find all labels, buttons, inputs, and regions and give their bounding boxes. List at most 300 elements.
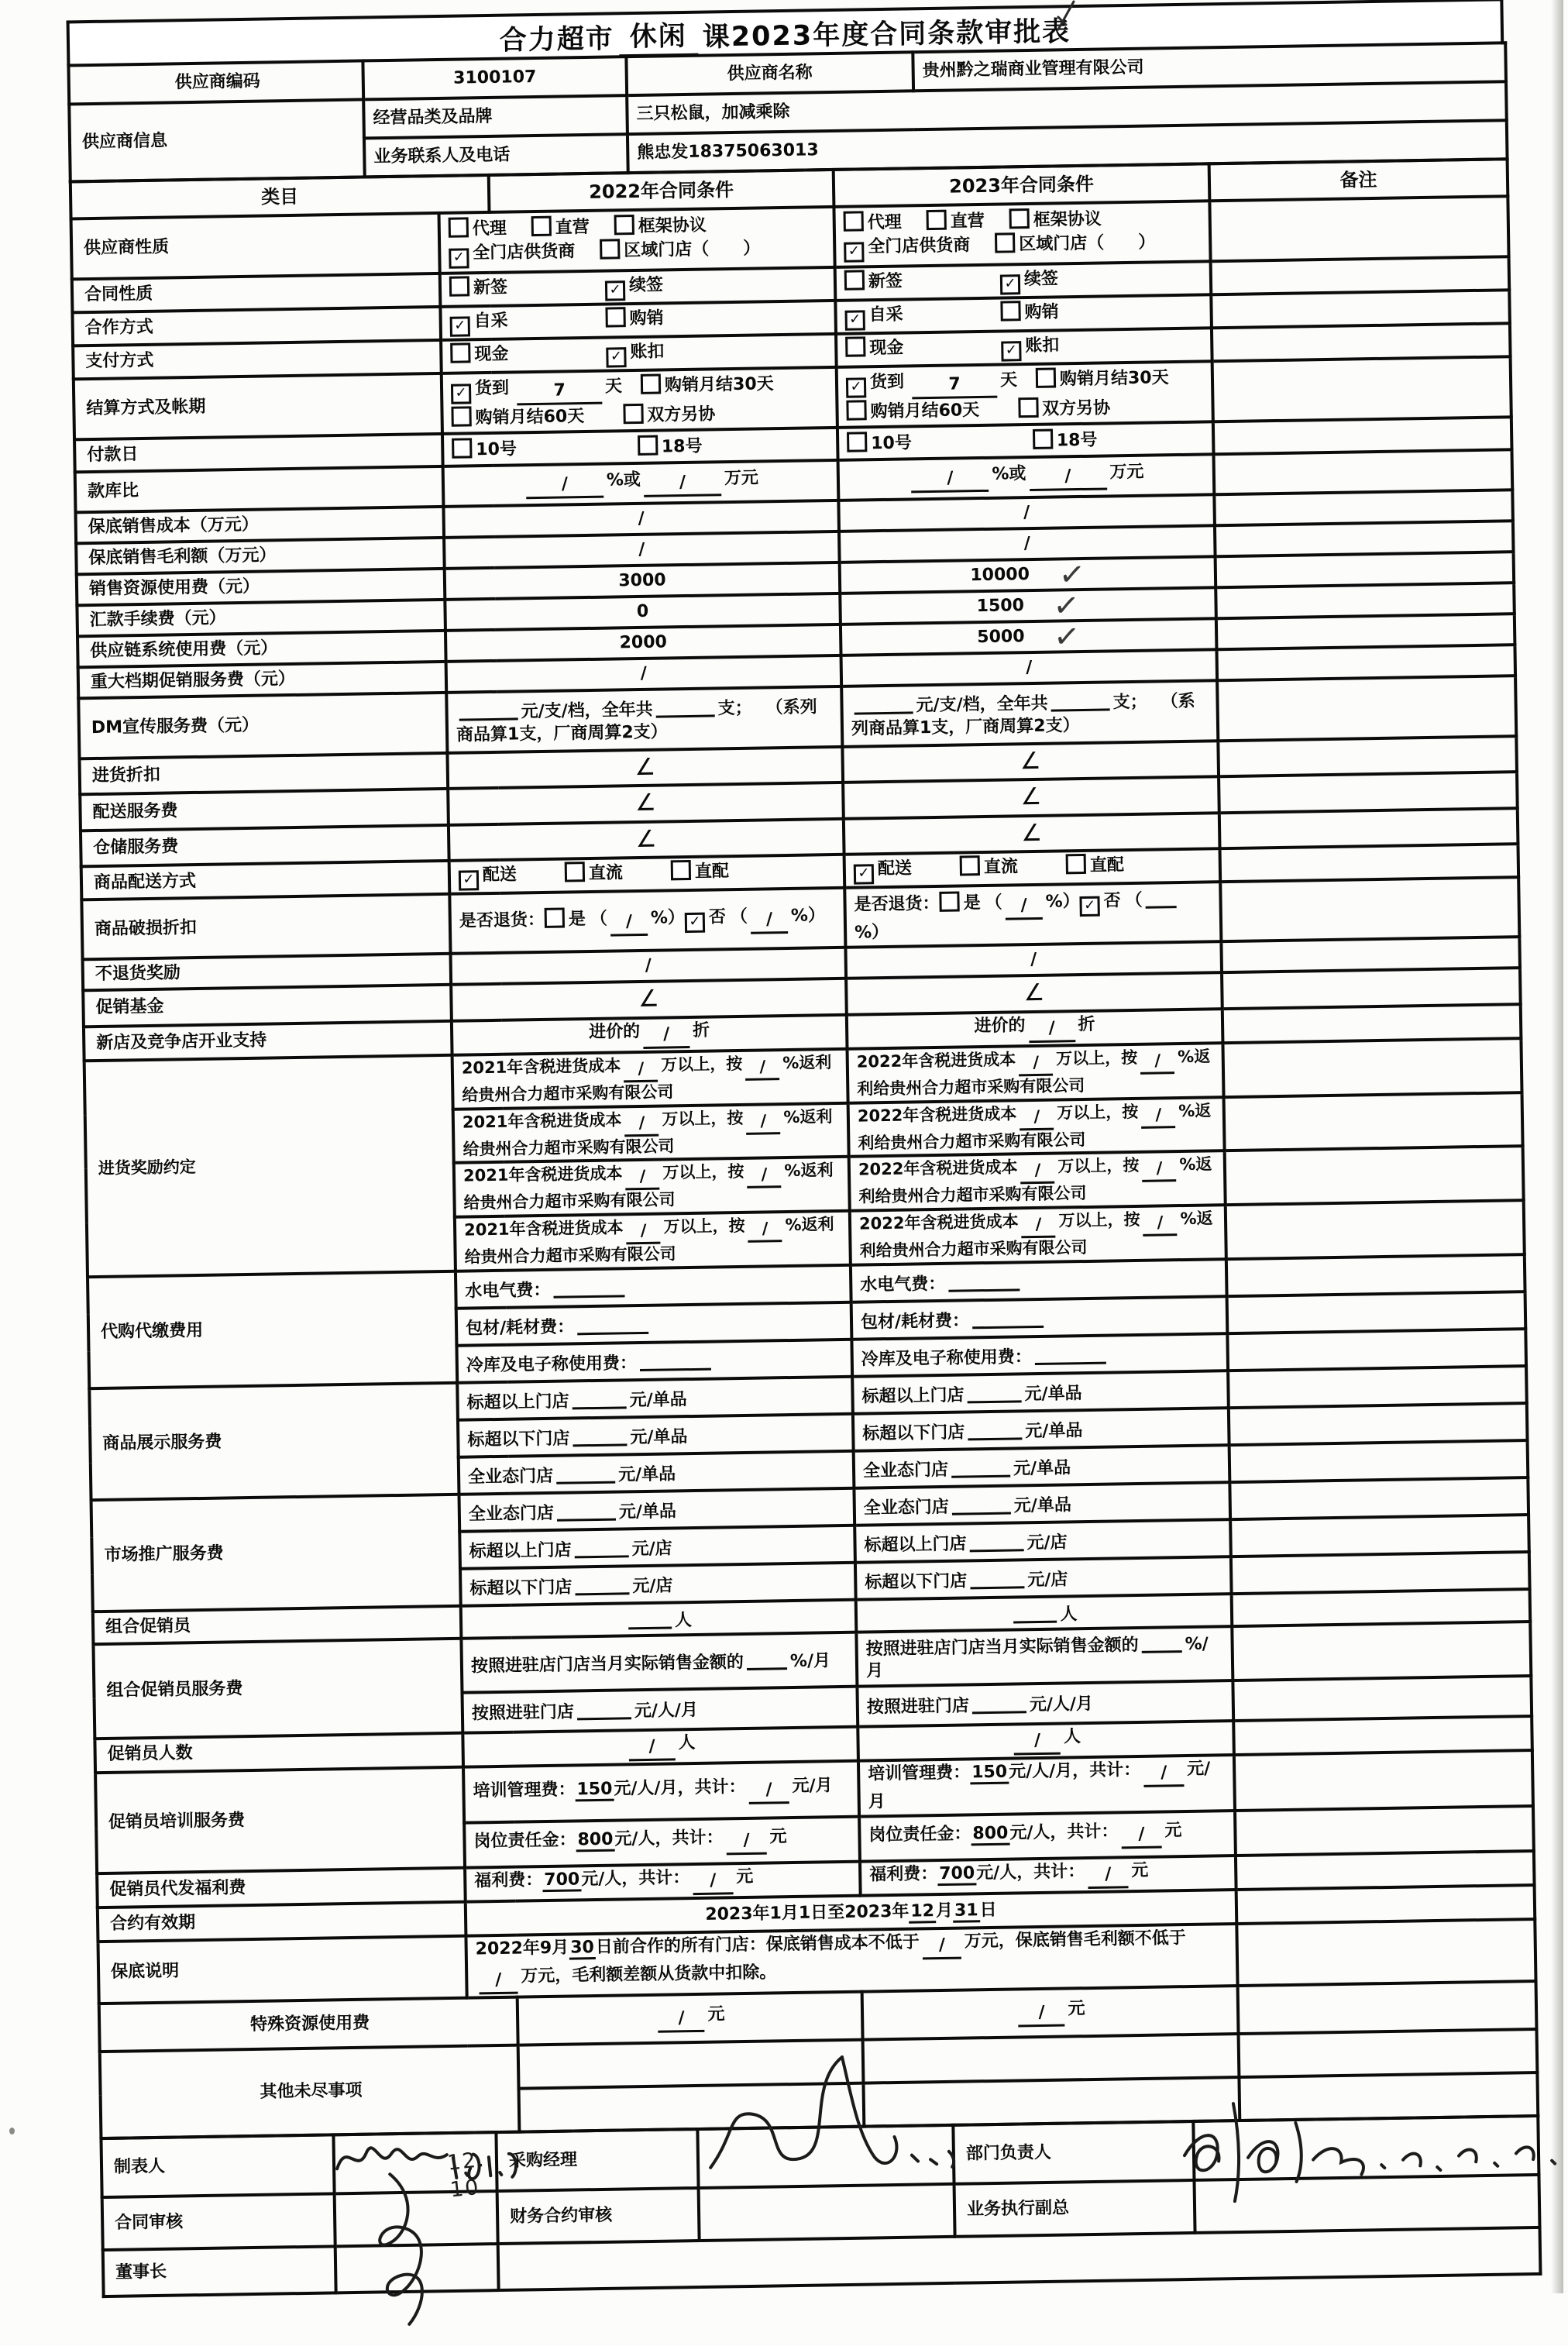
row-new-store-support-2023-cell	[847, 1009, 1223, 1049]
checkbox-icon	[641, 372, 774, 397]
checkbox-label: 配送	[877, 858, 913, 879]
row-supplier-nature-2022-cell	[438, 207, 834, 273]
text: 2000	[619, 632, 668, 653]
underlined-value: 30	[569, 1938, 596, 1960]
spacer	[752, 710, 766, 714]
handwritten-mark: ∠	[638, 985, 660, 1013]
text: 支；	[1112, 693, 1147, 713]
checkbox-label: 区域门店（ ）	[1019, 232, 1156, 254]
row-supplier-nature-2023-cell	[834, 201, 1210, 267]
checkbox-label: 购销月结30天	[1059, 368, 1169, 390]
row-delivery-mode-label: 商品配送方式	[81, 861, 450, 900]
checkbox-box-icon	[641, 373, 661, 394]
maker-sign-date: 12.10	[445, 2147, 487, 2202]
checkbox-icon	[1018, 396, 1110, 421]
row-loan-stock-ratio-remark-cell	[1214, 449, 1513, 494]
checkbox-icon	[614, 214, 707, 239]
checkbox-label: 新签	[868, 271, 903, 292]
row-purchase-reward-terms-remark-cell	[1226, 1200, 1525, 1259]
checkbox-box-icon	[449, 276, 469, 296]
text: 标超以上门店	[864, 1534, 967, 1556]
text: 元	[1131, 1860, 1149, 1880]
row-combo-promoter-service-fee-2022-cell	[462, 1686, 858, 1732]
blank-field	[1035, 1341, 1106, 1364]
blank-field	[575, 1572, 629, 1595]
checkbox-checked-icon	[846, 371, 905, 397]
row-purchase-reward-terms-2023-cell	[850, 1206, 1226, 1265]
row-purchase-reward-terms-2023-cell	[848, 1097, 1225, 1157]
text: 元/月	[792, 1775, 833, 1796]
spacer	[908, 315, 1001, 320]
spacer	[975, 246, 995, 249]
checkbox-box-icon	[614, 215, 634, 235]
check-mark-icon: ✓	[854, 864, 874, 884]
text: %）	[1045, 892, 1080, 912]
row-purchase-reward-terms-remark-cell	[1225, 1147, 1524, 1206]
spacer	[521, 876, 565, 880]
spacer	[628, 875, 671, 879]
text: %或	[992, 464, 1026, 484]
text: /	[640, 663, 648, 683]
text: （系列商品算1支，厂商周算2支）	[851, 692, 1195, 739]
text: 5000	[977, 627, 1025, 648]
blank-field	[968, 1417, 1022, 1440]
row-min-gross-profit-label: 保底销售毛利额（万元）	[76, 538, 445, 574]
row-market-promo-fee-2022-cell	[460, 1563, 856, 1606]
row-combo-promoter-service-fee-2023-cell	[857, 1680, 1233, 1727]
text: 万以上，按	[663, 1216, 745, 1237]
spacer	[622, 388, 641, 391]
blank-field	[967, 1380, 1021, 1403]
checkbox-label: 直配	[1089, 855, 1125, 876]
spacer	[589, 418, 623, 421]
underlined-value: 700	[937, 1863, 976, 1886]
row-min-sales-cost-label: 保底销售成本（万元）	[76, 507, 445, 543]
checkbox-icon	[845, 336, 903, 360]
checkbox-icon	[623, 402, 715, 427]
checkbox-icon	[449, 217, 507, 241]
row-damage-discount-label: 商品破损折扣	[81, 894, 450, 960]
row-promoter-welfare-fee-2023-cell	[860, 1856, 1236, 1896]
text: （	[730, 906, 748, 927]
checkbox-box-icon	[844, 270, 865, 290]
supplier-category-label: 经营品类及品牌	[363, 95, 628, 138]
row-display-service-fee-remark-cell	[1229, 1403, 1528, 1445]
text: 人	[1060, 1604, 1078, 1625]
text: 岗位责任金：	[868, 1824, 971, 1845]
blank-field	[952, 1491, 1011, 1515]
row-guarantee-note-remark-cell	[1236, 1919, 1535, 1986]
blank-field	[459, 698, 518, 721]
text: 标超以下门店	[469, 1577, 573, 1599]
checkbox-label: 货到	[474, 378, 510, 399]
spacer	[907, 282, 1000, 287]
checkbox-box-icon	[450, 342, 470, 363]
text: 元/单品	[1013, 1495, 1072, 1516]
text: 按照进驻门店	[866, 1696, 970, 1718]
text: 万以上，按	[661, 1054, 743, 1075]
text: 培训管理费：	[473, 1780, 576, 1801]
text: /	[1023, 533, 1030, 554]
text: %返利给贵州合力超市采购有限公司	[464, 1215, 834, 1267]
row-purchase-reward-terms-2022-cell	[454, 1157, 850, 1217]
checkbox-box-icon	[623, 404, 643, 424]
checkbox-label: 直营	[950, 212, 985, 232]
text: （	[1125, 890, 1143, 911]
spacer	[916, 870, 960, 874]
checkbox-box-icon	[449, 218, 469, 238]
row-delivery-service-fee-label: 配送服务费	[80, 789, 449, 831]
text: 元/人/月，共计：	[614, 1777, 746, 1799]
blank-field: /	[693, 1872, 733, 1895]
text: 日	[979, 1900, 997, 1920]
blank-field	[972, 1305, 1044, 1329]
row-agency-paid-fees-2023-cell	[851, 1296, 1228, 1340]
blank-field	[854, 692, 913, 715]
text: 标超以下门店	[862, 1422, 965, 1444]
text: 万以上，按	[1058, 1210, 1140, 1230]
dept-head-signature-cell	[1193, 2116, 1539, 2180]
text: 2022年含税进货成本	[857, 1103, 1017, 1126]
checkbox-checked-icon	[685, 906, 727, 933]
chairman-label: 董事长	[103, 2246, 336, 2296]
checkbox-label: 续签	[628, 275, 664, 296]
row-special-resource-fee-2022-cell	[518, 1991, 863, 2045]
checkbox-icon	[847, 431, 912, 455]
text: 支；	[717, 699, 752, 719]
check-mark-icon: ✓	[685, 912, 705, 932]
text: 冷库及电子称使用费：	[466, 1353, 638, 1376]
blank-field: 7	[912, 376, 997, 400]
text: 元	[769, 1826, 787, 1847]
checkbox-label: 是	[963, 893, 981, 913]
spacer	[521, 449, 638, 454]
checkbox-icon	[565, 862, 623, 886]
row-payment-day-label: 付款日	[74, 434, 443, 472]
text: /	[1023, 502, 1030, 523]
text: 元/人/月，共计：	[1008, 1760, 1141, 1782]
checkbox-label: 直配	[694, 862, 730, 882]
text: 0	[636, 601, 649, 621]
checkbox-label: 18号	[661, 436, 703, 457]
checkbox-checked-icon	[459, 865, 518, 891]
checkbox-icon	[1036, 366, 1169, 391]
row-supplier-nature-label: 供应商性质	[71, 213, 440, 279]
row-remittance-fee-remark-cell	[1216, 583, 1515, 618]
handwritten-mark: ∠	[634, 789, 657, 817]
text: 是否退货：	[459, 910, 545, 931]
checkbox-label: 代理	[472, 219, 507, 239]
row-promoter-training-fee-2022-cell	[463, 1760, 859, 1822]
row-other-matters-label: 其他未尽事项	[100, 2045, 520, 2138]
checkbox-checked-icon	[1000, 268, 1059, 294]
maker-label: 制表人	[101, 2134, 334, 2197]
blank-field: /	[1140, 1051, 1174, 1075]
contract-review-label: 合同审核	[102, 2193, 335, 2250]
blank-field	[640, 1347, 711, 1371]
row-purchase-reward-terms-2022-cell	[452, 1049, 848, 1109]
row-supplier-nature-remark-cell	[1209, 196, 1508, 261]
finance-review-label: 财务合约审核	[497, 2188, 700, 2244]
row-purchase-reward-terms-2022-cell	[455, 1211, 851, 1271]
handwritten-check-icon: ✓	[1051, 586, 1081, 625]
blank-field	[948, 1268, 1020, 1292]
vp-label: 业务执行副总	[954, 2180, 1195, 2237]
checkbox-box-icon	[845, 336, 865, 356]
blank-field: /	[1021, 1216, 1055, 1239]
row-promoter-training-fee-2022-cell	[464, 1816, 860, 1867]
checkbox-icon	[449, 276, 507, 300]
row-other-matters-remark-cell	[1239, 2029, 1538, 2077]
text: 水电气费：	[465, 1280, 551, 1302]
row-agency-paid-fees-remark-cell	[1227, 1329, 1526, 1371]
blank-field	[577, 1697, 631, 1720]
scanned-form-sheet	[67, 0, 1545, 2298]
checkbox-box-icon	[844, 212, 864, 232]
spacer	[908, 349, 1001, 353]
row-delivery-mode-2023-cell	[844, 848, 1221, 888]
checkbox-label: 购销月结60天	[475, 406, 585, 428]
row-other-matters-2022-cell	[519, 2083, 865, 2131]
checkbox-icon	[451, 404, 584, 430]
checkbox-icon	[600, 236, 760, 262]
row-promoter-training-fee-remark-cell	[1234, 1750, 1533, 1811]
spacer	[513, 355, 606, 359]
checkbox-icon	[1033, 428, 1098, 452]
blank-field: /	[751, 911, 788, 934]
blank-field: /	[526, 476, 603, 500]
text: 1500	[976, 596, 1025, 617]
checkbox-label: 10号	[476, 439, 518, 460]
text: 标超以上门店	[466, 1391, 569, 1413]
checkbox-icon	[638, 435, 703, 459]
text: %）	[854, 923, 889, 943]
checkbox-box-icon	[671, 860, 691, 880]
row-agency-paid-fees-2022-cell	[456, 1302, 852, 1346]
header-2022-terms: 2022年合同条件	[489, 170, 834, 212]
title-department-underlined: 休闲	[618, 15, 698, 58]
text: 天	[604, 377, 623, 397]
row-agency-paid-fees-label: 代购代缴费用	[88, 1271, 457, 1388]
row-purchase-reward-terms-label: 进货奖励约定	[84, 1055, 456, 1278]
text: 万以上，按	[1055, 1047, 1138, 1068]
checkbox-box-icon	[545, 907, 565, 927]
text: %/月	[865, 1634, 1209, 1681]
supplier-code-value: 3100107	[363, 57, 627, 99]
checkbox-label: 直营	[555, 218, 590, 239]
text: %返利给贵州合力超市采购有限公司	[859, 1209, 1213, 1261]
row-settlement-terms-2023-cell	[837, 361, 1213, 428]
row-delivery-service-fee-2022-cell	[448, 783, 844, 824]
blank-field: /	[624, 1113, 658, 1137]
checkbox-box-icon	[1018, 397, 1038, 418]
row-promo-fund-label: 促销基金	[83, 985, 452, 1027]
checkbox-icon	[939, 891, 980, 915]
vp-signature-cell	[1194, 2175, 1539, 2233]
text: 2022年含税进货成本	[858, 1212, 1019, 1233]
blank-field	[747, 1647, 787, 1670]
checkbox-label: 10号	[871, 433, 913, 454]
text: 元/店	[631, 1539, 672, 1559]
text: 元/支/档，全年共	[521, 700, 653, 722]
text: 元/人，共计：	[614, 1828, 724, 1849]
checkbox-label: 是	[568, 909, 586, 930]
spacer	[512, 288, 605, 293]
supplier-name-value: 贵州黔之瑞商业管理有限公司	[913, 43, 1506, 91]
row-combo-promoter-service-fee-remark-cell	[1233, 1676, 1532, 1721]
blank-field	[1145, 886, 1176, 909]
row-agency-paid-fees-remark-cell	[1226, 1254, 1525, 1296]
checkbox-box-icon	[1009, 208, 1030, 229]
underlined-value: 150	[970, 1762, 1009, 1784]
row-market-promo-fee-remark-cell	[1230, 1515, 1529, 1557]
text: %返利给贵州合力超市采购有限公司	[858, 1154, 1212, 1207]
row-market-promo-fee-remark-cell	[1231, 1552, 1530, 1594]
page-edge-shadow	[1551, 0, 1563, 2293]
checkbox-label: 购销月结30天	[664, 374, 774, 396]
check-mark-icon: ✓	[605, 280, 625, 301]
row-contract-nature-remark-cell	[1211, 256, 1510, 294]
finance-review-signature-cell	[699, 2184, 955, 2241]
text: 元/人/月	[634, 1700, 699, 1722]
text: /	[1026, 657, 1033, 678]
text: 标超以下门店	[865, 1571, 968, 1593]
text: 万元，保底销售毛利额不低于	[964, 1928, 1186, 1952]
row-display-service-fee-remark-cell	[1229, 1440, 1528, 1482]
checkbox-icon	[995, 230, 1155, 256]
text: %返利给贵州合力超市采购有限公司	[858, 1101, 1212, 1153]
row-purchase-discount-remark-cell	[1218, 736, 1517, 776]
checkbox-label: 购销	[1024, 302, 1059, 323]
checkbox-checked-icon	[1001, 335, 1060, 361]
checkbox-box-icon	[960, 855, 980, 875]
row-payment-mode-remark-cell	[1212, 323, 1511, 361]
blank-field: /	[747, 1166, 781, 1189]
check-mark-icon: ✓	[1000, 274, 1020, 294]
check-mark-icon: ✓	[451, 384, 471, 404]
row-combo-promoters-label: 组合促销员	[93, 1606, 462, 1644]
row-remittance-fee-label: 汇款手续费（元）	[77, 600, 445, 636]
text: 日前合作的所有门店：保底销售成本不低于	[595, 1932, 920, 1957]
checkbox-checked-icon	[449, 241, 576, 269]
row-agency-paid-fees-2023-cell	[851, 1333, 1228, 1377]
spacer	[1023, 869, 1066, 872]
text: /	[638, 539, 645, 559]
blank-field: /	[745, 1058, 779, 1081]
text: 按照进驻店门店当月实际销售金额的	[470, 1653, 744, 1677]
checkbox-box-icon	[638, 435, 658, 455]
text: （	[985, 893, 1002, 913]
underlined-value: 800	[971, 1823, 1009, 1845]
handwritten-mark: ∠	[635, 825, 657, 853]
text: 进价的	[974, 1015, 1026, 1036]
spacer	[906, 224, 927, 227]
spacer	[579, 253, 600, 256]
row-supply-chain-fee-label: 供应链系统使用费（元）	[77, 631, 446, 667]
supplier-contact-value: 熊忠发18375063013	[628, 120, 1508, 173]
checkbox-icon	[960, 855, 1018, 879]
supplier-contact-label: 业务联系人及电话	[364, 134, 628, 177]
text: 万以上，按	[662, 1162, 744, 1183]
row-major-promo-fee-remark-cell	[1216, 645, 1515, 680]
row-promoter-training-fee-label: 促销员培训服务费	[95, 1766, 465, 1873]
row-combo-promoters-remark-cell	[1232, 1589, 1531, 1626]
blank-field: /	[624, 1059, 658, 1082]
text: 按照进驻门店	[471, 1702, 575, 1724]
blank-field	[969, 1529, 1023, 1552]
blank-field: /	[1029, 467, 1106, 491]
row-other-matters-2023-cell	[863, 2034, 1240, 2083]
title-store: 合力超市	[499, 23, 615, 57]
row-cooperation-mode-label: 合作方式	[72, 307, 441, 346]
row-combo-promoter-service-fee-remark-cell	[1232, 1622, 1531, 1680]
checkbox-checked-icon	[844, 304, 903, 331]
row-payment-mode-2023-cell	[836, 328, 1212, 367]
row-promoter-welfare-fee-label: 促销员代发福利费	[97, 1867, 466, 1907]
blank-field	[556, 1460, 615, 1484]
check-mark-icon: ✓	[450, 316, 470, 336]
checkbox-box-icon	[927, 210, 947, 230]
checkbox-box-icon	[1066, 854, 1086, 874]
text: %返利给贵州合力超市采购有限公司	[463, 1161, 834, 1213]
text: 包材/耗材费：	[860, 1311, 970, 1333]
row-market-promo-fee-2022-cell	[459, 1488, 854, 1532]
text: %或	[606, 470, 641, 490]
row-delivery-service-fee-remark-cell	[1219, 772, 1518, 813]
checkbox-box-icon	[847, 432, 867, 452]
row-agency-paid-fees-remark-cell	[1227, 1292, 1526, 1333]
text: 元	[1068, 1998, 1085, 2019]
row-settlement-terms-2022-cell	[442, 367, 837, 434]
checkbox-box-icon	[995, 232, 1015, 253]
row-promoter-count-2023-cell	[858, 1721, 1234, 1761]
checkbox-label: 配送	[482, 865, 518, 886]
text: 元/支/档，全年共	[916, 694, 1048, 716]
row-special-resource-fee-2023-cell	[862, 1986, 1239, 2040]
checkbox-checked-icon	[1079, 890, 1121, 917]
row-sales-resource-fee-label: 销售资源使用费（元）	[77, 569, 445, 605]
blank-field: /	[1141, 1106, 1175, 1129]
blank-field: /	[1020, 1161, 1054, 1185]
checkbox-label: 续签	[1023, 269, 1059, 290]
checkbox-icon	[927, 209, 985, 233]
checkbox-checked-icon	[844, 235, 971, 263]
text: 2021年含税进货成本	[461, 1056, 621, 1078]
checkbox-box-icon	[846, 400, 866, 420]
text: 全业态门店	[468, 1503, 555, 1525]
row-guarantee-note-content-cell	[466, 1924, 1237, 1998]
row-display-service-fee-2022-cell	[458, 1414, 854, 1457]
blank-field: /	[911, 470, 989, 494]
text: 元/人，共计：	[1009, 1821, 1119, 1843]
blank-field	[655, 695, 714, 718]
underlined-value: 12	[909, 1901, 936, 1924]
row-other-matters-remark-cell	[1239, 2073, 1538, 2121]
text: 岗位责任金：	[473, 1830, 576, 1852]
row-promo-fund-2022-cell	[451, 979, 847, 1020]
checkbox-label: 全门店供货商	[868, 235, 971, 256]
supplier-info-label: 供应商信息	[69, 99, 365, 181]
checkbox-label: 现金	[474, 344, 509, 365]
row-display-service-fee-remark-cell	[1228, 1366, 1527, 1408]
text: 全业态门店	[863, 1497, 950, 1519]
blank-field: /	[1121, 1825, 1161, 1849]
text: 元/人/月	[1029, 1694, 1094, 1715]
checkbox-box-icon	[451, 406, 471, 426]
text: 冷库及电子称使用费：	[861, 1347, 1032, 1370]
checkbox-icon	[452, 437, 517, 461]
text: 标超以上门店	[861, 1385, 965, 1407]
